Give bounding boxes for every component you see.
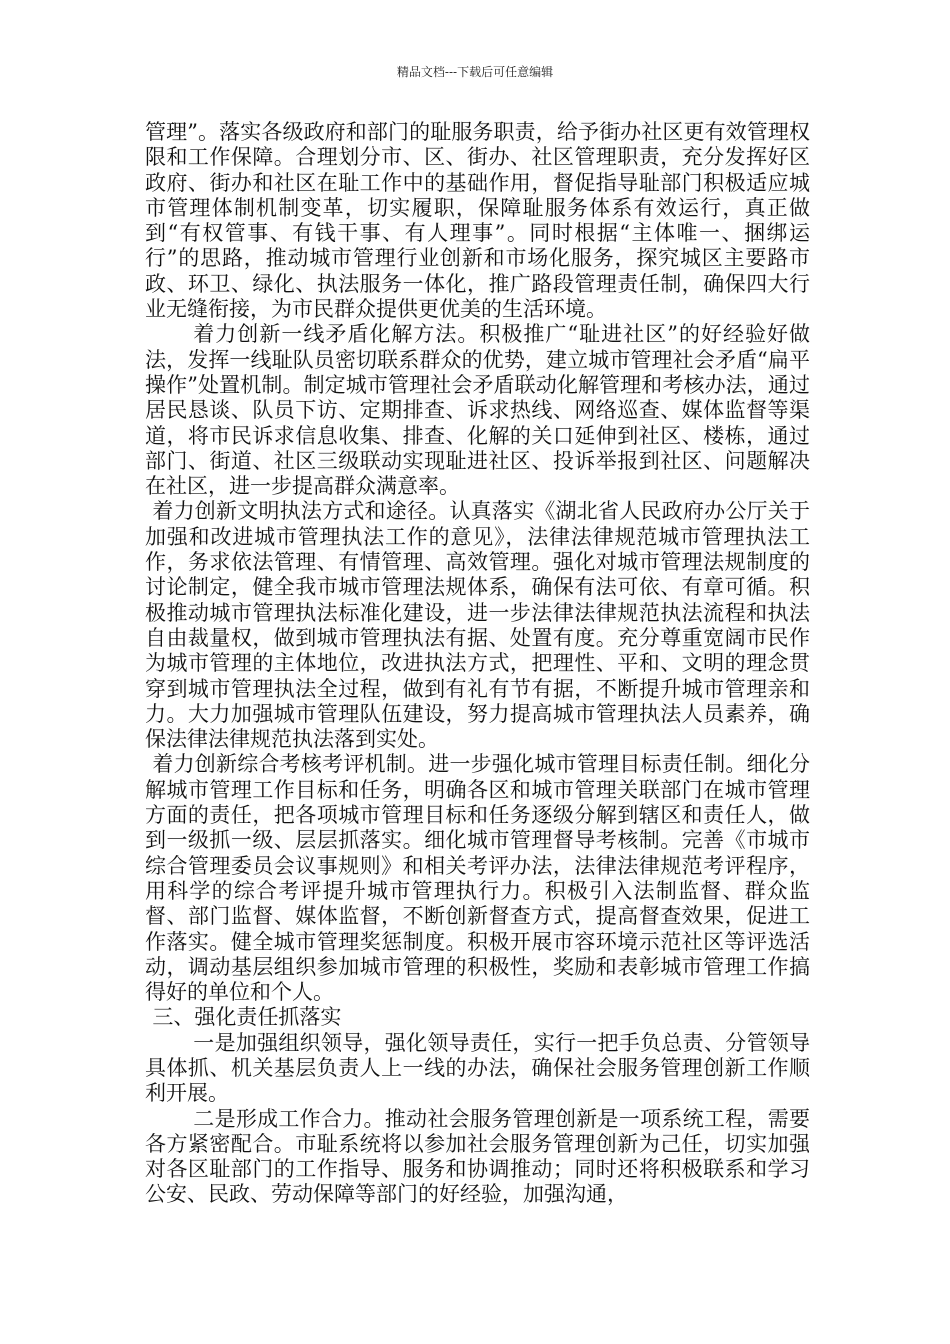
paragraph-civil-enforcement: 着力创新文明执法方式和途径。认真落实《湖北省人民政府办公厅关于加强和改进城市管理执法工作的意见》，法律法律规范城市管理执法工作，务求依法管理、有情管理、高效管理。强化对城市管理法规制度的讨论制定，健全我市城市管理法规体系，确保有法可依、有章可循。积极推动城市管理执法标准化建设，进一步法律法律规范执法流程和执法自由裁量权，做到城市管理执法有据、处置有度。充分尊重宽阔市民作为城市管理的主体地位，改进执法方式，把理性、平和、文明的理念贯穿到城市管理执法全过程，做到有礼有节有据，不断提升城市管理亲和力。大力加强城市管理队伍建设，努力提高城市管理执法人员素养，确保法律法律规范执法落到实处。 <box>145 499 810 752</box>
section-heading-three: 三、强化责任抓落实 <box>152 1005 342 1030</box>
paragraph-organization-leadership: 一是加强组织领导，强化领导责任，实行一把手负总责、分管领导具体抓、机关基层负责人上一线的办法，确保社会服务管理创新工作顺利开展。 <box>145 1030 810 1106</box>
document-body <box>145 120 810 1208</box>
paragraph-assessment-mechanism: 着力创新综合考核考评机制。进一步强化城市管理目标责任制。细化分解城市管理工作目标和任务，明确各区和城市管理关联部门在城市管理方面的责任，把各项城市管理目标和任务逐级分解到辖区和责任人，做到一级抓一级、层层抓落实。细化城市管理督导考核制。完善《市城市综合管理委员会议事规则》和相关考评办法，法律法律规范考评程序，用科学的综合考评提升城市管理执行力。积极引入法制监督、群众监督、部门监督、媒体监督，不断创新督查方式，提高督查效果，促进工作落实。健全城市管理奖惩制度。积极开展市容环境示范社区等评选活动，调动基层组织参加城市管理的积极性，奖励和表彰城市管理工作搞得好的单位和个人。 <box>145 752 810 1005</box>
paragraph-conflict-resolution: 着力创新一线矛盾化解方法。积极推广“耻进社区”的好经验好做法，发挥一线耻队员密切联系群众的优势，建立城市管理社会矛盾“扁平操作”处置机制。制定城市管理社会矛盾联动化解管理和考核办法，通过居民恳谈、队员下访、定期排查、诉求热线、网络巡查、媒体监督等渠道，将市民诉求信息收集、排查、化解的关口延伸到社区、楼栋，通过部门、街道、社区三级联动实现耻进社区、投诉举报到社区、问题解决在社区，进一步提高群众满意率。 <box>145 322 810 499</box>
paragraph-joint-effort: 二是形成工作合力。推动社会服务管理创新是一项系统工程，需要各方紧密配合。市耻系统将以参加社会服务管理创新为己任，切实加强对各区耻部门的工作指导、服务和协调推动；同时还将积极联系和学习公安、民政、劳动保障等部门的好经验，加强沟通， <box>145 1106 810 1207</box>
page-header: 精品文档---下载后可任意编辑 <box>396 65 554 79</box>
paragraph-responsibility: 管理”。落实各级政府和部门的耻服务职责，给予街办社区更有效管理权限和工作保障。合理划分市、区、街办、社区管理职责，充分发挥好区政府、街办和社区在耻工作中的基础作用，督促指导耻部门积极适应城市管理体制机制变革，切实履职，保障耻服务体系有效运行，真正做到“有权管事、有钱干事、有人理事”。同时根据“主体唯一、捆绑运行”的思路，推动城市管理行业创新和市场化服务，探究城区主要路市政、环卫、绿化、执法服务一体化，推广路段管理责任制，确保四大行业无缝衔接，为市民群众提供更优美的生活环境。 <box>145 120 810 322</box>
